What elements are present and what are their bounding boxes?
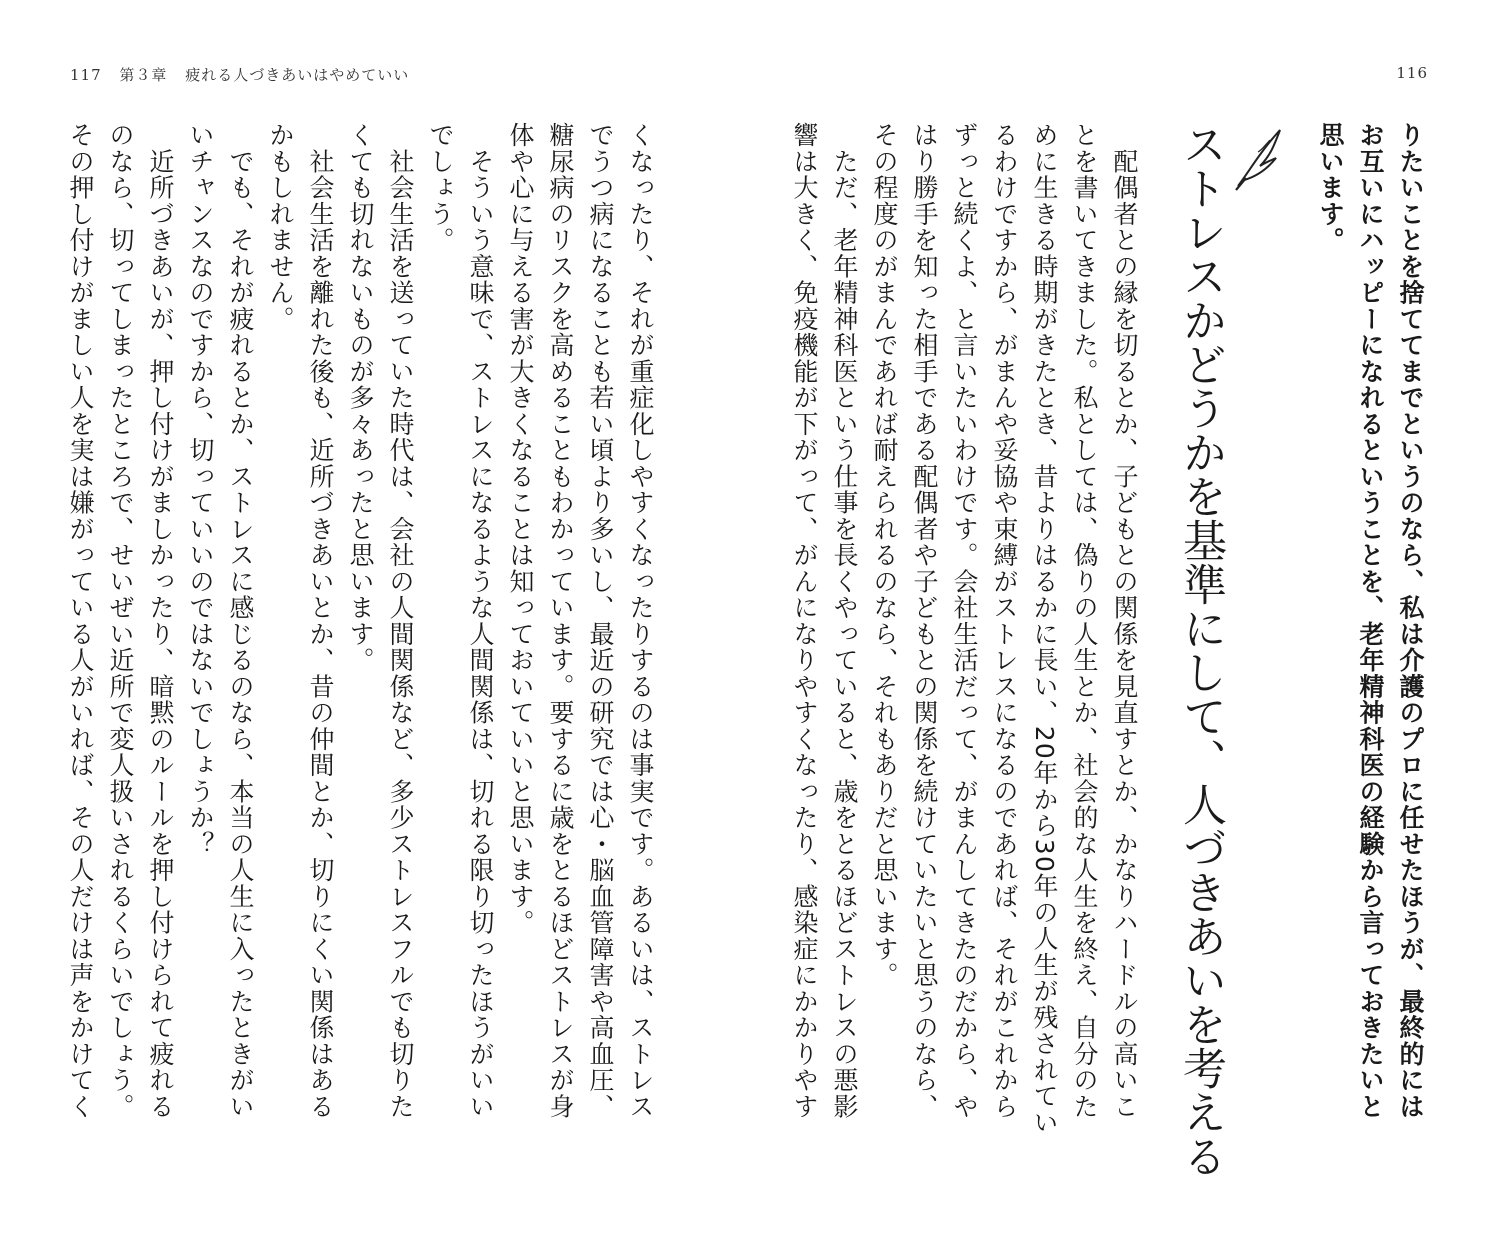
text-line: 響は大きく、免疫機能が下がって、がんになりやすくなったり、感染症にかかりやす: [790, 122, 819, 1120]
text-line: その程度のがまんであれば耐えられるのなら、それもありだと思います。: [870, 122, 899, 989]
text-line: くなったり、それが重症化しやすくなったりするのは事実です。あるいは、ストレス: [626, 122, 655, 1120]
text-line: 配偶者との縁を切るとか、子どもとの関係を見直すとか、かなりハードルの高いこ: [1110, 122, 1139, 1120]
text-line: でも、それが疲れるとか、ストレスに感じるのなら、本当の人生に入ったときがい: [226, 122, 255, 1120]
text-line: るわけですから、がまんや妥協や束縛がストレスになるのであれば、それがこれから: [990, 122, 1019, 1120]
text-line: 思います。: [1316, 122, 1345, 254]
text-line: かもしれません。: [266, 122, 295, 332]
text-line: お互いにハッピーになれるということを、老年精神科医の経験から言っておきたいと: [1356, 122, 1385, 1120]
section-heading: ストレスかどうかを基準にして、人づきあいを考える: [1175, 122, 1226, 1178]
text-line: 近所づきあいが、押し付けがましかったり、暗黙のルールを押し付けられて疲れる: [146, 122, 175, 1120]
text-line: ずっと続くよ、と言いたいわけです。会社生活だって、がまんしてきたのだから、や: [950, 122, 979, 1120]
text-line: ただ、老年精神科医という仕事を長くやっていると、歳をとるほどストレスの悪影: [830, 122, 859, 1120]
text-line: 体や心に与える害が大きくなることは知っておいていいと思います。: [506, 122, 535, 936]
text-line: そういう意味で、ストレスになるような人間関係は、切れる限り切ったほうがいい: [466, 122, 495, 1120]
text-line: めに生きる時期がきたとき、昔よりはるかに長い、20年から30年の人生が残されてい: [1030, 122, 1059, 1136]
text-line: 社会生活を送っていた時代は、会社の人間関係など、多少ストレスフルでも切りた: [386, 122, 415, 1120]
text-line: くても切れないものが多々あったと思います。: [346, 122, 375, 674]
left-page-text: [60, 122, 660, 1157]
quill-pen-icon: [1230, 122, 1288, 192]
text-line: りたいことを捨ててまでというのなら、私は介護のプロに任せたほうが、最終的には: [1396, 122, 1425, 1120]
text-line: とを書いてきました。私としては、偽りの人生とか、社会的な人生を終え、自分のた: [1070, 122, 1099, 1120]
text-line: はり勝手を知った相手である配偶者や子どもとの関係を続けていたいと思うのなら、: [910, 122, 939, 1120]
section-heading-block: [1170, 122, 1288, 1178]
text-line: 社会生活を離れた後も、近所づきあいとか、昔の仲間とか、切りにくい関係はある: [306, 122, 335, 1120]
left-page-header: [70, 64, 409, 85]
left-page-number: 117: [70, 66, 102, 84]
text-line: その押し付けがましい人を実は嫌がっている人がいれば、その人だけは声をかけてく: [66, 122, 95, 1120]
right-page-number: 116: [1396, 64, 1428, 82]
right-page-text: [790, 122, 1430, 1178]
chapter-label: 第３章: [119, 66, 168, 84]
text-line: 糖尿病のリスクを高めることもわかっています。要するに歳をとるほどストレスが身: [546, 122, 575, 1120]
text-line: でしょう。: [426, 122, 455, 254]
text-line: でうつ病になることも若い頃より多いし、最近の研究では心・脳血管障害や高血圧、: [586, 122, 615, 1120]
text-line: いチャンスなのですから、切っていいのではないでしょうか？: [186, 122, 215, 857]
text-line: のなら、切ってしまったところで、せいぜい近所で変人扱いされるくらいでしょう。: [106, 122, 135, 1120]
chapter-title: 疲れる人づきあいはやめていい: [185, 66, 410, 84]
